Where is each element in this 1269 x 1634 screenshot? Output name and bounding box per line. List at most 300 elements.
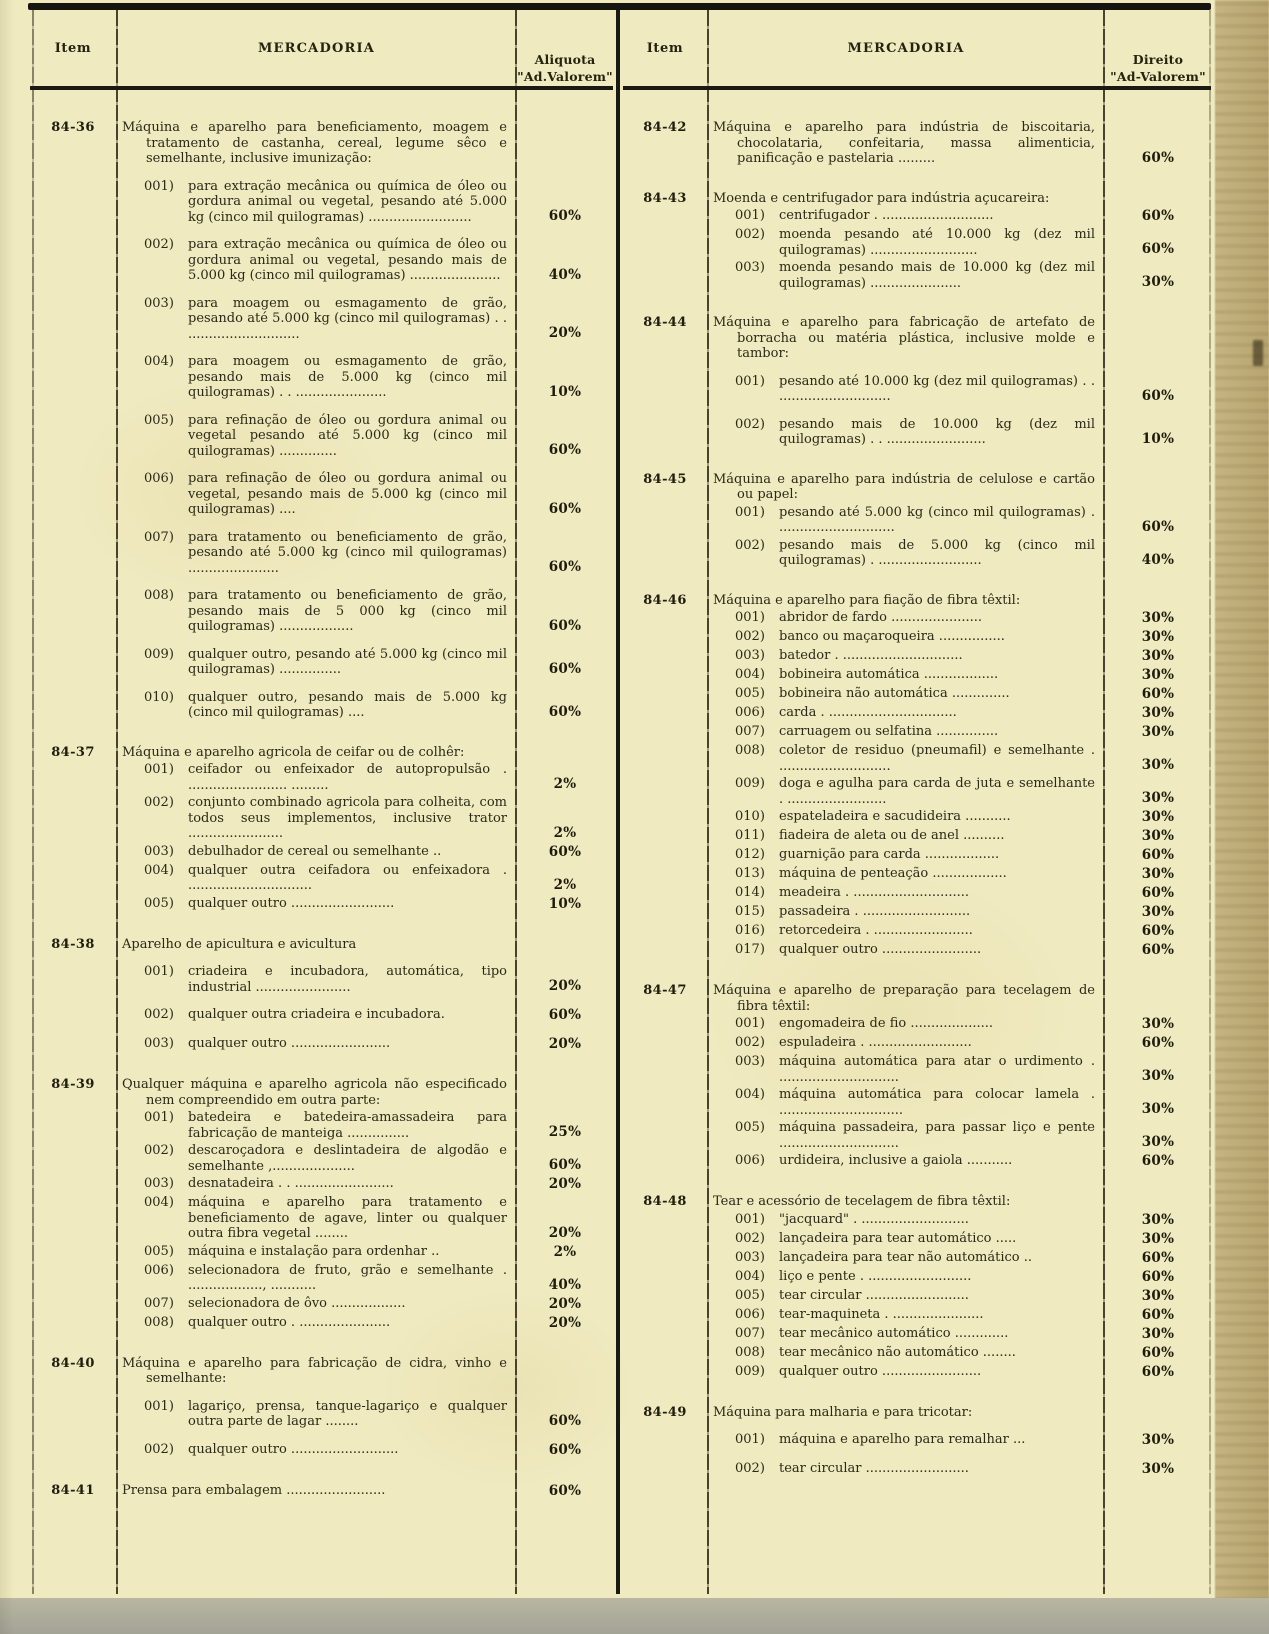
sub-item-number: 002) [735,416,765,432]
sub-item-number: 016) [735,923,765,938]
sub-item-row [30,1263,613,1294]
sub-item-row [30,863,613,894]
rate-value [1105,1013,1211,1014]
sub-item [707,1307,1105,1324]
sub-item [707,1153,1105,1170]
sub-item-description: fiadeira de aleta ou de anel .......... [779,828,1005,843]
item-code-spacer [30,530,116,577]
sub-item-description: carda . ............................... [779,705,957,720]
rate-value [517,1386,613,1387]
sub-item-description: bobineira não automática .............. [779,686,1010,701]
rate-value: 40% [1141,551,1175,568]
sub-item [707,374,1105,405]
column-header-mercadoria: MERCADORIA [847,40,965,56]
sub-item-number: 001) [735,610,765,625]
sub-item-description: retorcedeira . ........................ [779,923,973,938]
item-heading: Máquina e aparelho para indústria de celulose e cartão ou papel: [713,471,1095,502]
sub-item-number: 005) [144,895,174,911]
section-heading-row [30,1077,613,1108]
sub-item-description: guarnição para carda .................. [779,847,1000,862]
sub-item-row [623,1432,1211,1449]
item-code-spacer [30,588,116,635]
sub-item [116,1244,517,1261]
sub-item [707,705,1105,722]
item-heading: Máquina e aparelho para fiação de fibra têxtil: [713,592,1021,608]
page-edge-bottom [0,1598,1269,1634]
item-code-spacer [623,1054,707,1085]
sub-item-row [623,724,1211,741]
sub-item-number: 003) [735,260,765,275]
sub-item-number: 005) [735,1120,765,1135]
item-heading: Tear e acessório de tecelagem de fibra têxtil: [713,1194,1011,1209]
item-code-spacer [623,1326,707,1343]
sub-item [707,828,1105,845]
sub-item [116,1036,517,1053]
sub-item-row [30,1315,613,1332]
rate-value: 60% [1141,241,1175,257]
sub-item-number: 003) [144,1176,174,1191]
sub-item-description: máquina automática para colocar lamela . .............................. [779,1087,1095,1118]
sub-item-description: qualquer outra ceifadora ou enfeixadora . .............................. [188,862,507,893]
tariff-section [30,1077,613,1332]
sub-item-number: 004) [144,1195,174,1210]
sub-item-description: pesando mais de 10.000 kg (dez mil quilogramas) . . ........................ [779,416,1095,447]
sub-item-row [30,588,613,635]
sub-item-description: qualquer outro ........................ [188,1036,391,1051]
sub-item [707,538,1105,569]
page-edge-left-shadow [0,0,14,1634]
sub-item [116,690,517,721]
sub-item-row [623,1087,1211,1118]
sub-item-description: pesando mais de 5.000 kg (cinco mil quilogramas) . ......................... [779,537,1095,568]
item-heading: Qualquer máquina e aparelho agricola não especificado nem compreendido em outra parte: [122,1077,507,1108]
sub-item-number: 001) [144,1398,174,1414]
sub-item-row [623,1054,1211,1085]
item-code-spacer [623,923,707,940]
sub-item [707,667,1105,684]
rate-value: 30% [1141,866,1175,882]
section-heading-row [30,120,613,167]
rate-value: 25% [548,1124,582,1140]
item-code-spacer [30,179,116,226]
rate-value: 30% [1141,610,1175,626]
sub-item [707,942,1105,959]
item-code: 84-40 [51,1355,95,1371]
sub-item [707,1016,1105,1033]
rate-header-bottom: "Ad-Valorem" [1110,69,1206,84]
tariff-section [623,120,1211,167]
rate-value: 30% [1141,274,1175,290]
sub-item-description: engomadeira de fio .................... [779,1016,993,1031]
sub-item-number: 009) [735,1363,765,1379]
item-code-spacer [30,237,116,284]
sub-item-row [30,471,613,518]
sub-item [707,686,1105,703]
tariff-table-right [623,10,1211,1594]
sub-item [707,227,1105,258]
sub-item-row [30,844,613,861]
sub-item-description: passadeira . .......................... [779,904,971,919]
rate-value: 30% [1141,809,1175,825]
sub-item-description: tear mecânico automático ............. [779,1325,1009,1341]
sub-item-row [623,227,1211,258]
item-code-spacer [30,1195,116,1242]
item-code-spacer [30,795,116,842]
sub-item-description: espateladeira e sacudideira ........... [779,809,1011,824]
center-divider-track [613,10,623,1594]
sub-item [707,1432,1105,1449]
section-heading-row [30,1356,613,1387]
sub-item [707,1364,1105,1381]
sub-item-number: 002) [144,237,174,252]
sub-item [116,1195,517,1242]
sub-item-number: 014) [735,885,765,900]
sub-item-description: meadeira . ............................ [779,885,970,900]
sub-item-row [623,629,1211,646]
item-code-spacer [623,648,707,665]
sub-item-number: 008) [735,1344,765,1360]
item-code-spacer [623,1307,707,1324]
item-code-spacer [30,413,116,460]
sub-item-row [30,1399,613,1430]
sub-item-row [30,1110,613,1141]
sub-item-number: 004) [144,354,174,369]
rate-value: 20% [548,1036,582,1052]
rate-value: 20% [548,1314,582,1331]
sub-item [116,471,517,518]
sub-item-row [30,1442,613,1459]
sub-item-row [30,413,613,460]
item-code-spacer [623,1035,707,1052]
sub-item [116,1263,517,1294]
sub-item-number: 002) [144,1007,174,1022]
sub-item-row [623,776,1211,807]
item-code-spacer [623,866,707,883]
sub-item [707,1120,1105,1151]
item-heading: Prensa para embalagem ........................ [122,1482,386,1498]
sub-item [116,1143,517,1174]
sub-item-number: 001) [144,762,174,777]
sub-item-number: 008) [144,1314,174,1330]
section-heading-row [623,120,1211,167]
sub-item-description: para tratamento ou beneficiamento de grão, pesando até 5.000 kg (cinco mil quilogramas) ...................... [188,529,507,576]
item-code: 84-42 [643,120,687,135]
item-code-spacer [30,647,116,678]
sub-item [116,964,517,995]
sub-item-description: máquina e instalação para ordenhar .. [188,1243,440,1259]
item-code: 84-48 [643,1194,687,1209]
sub-item-number: 003) [735,648,765,663]
sub-item-description: qualquer outro .......................... [188,1441,399,1457]
sub-item-number: 005) [144,412,174,428]
rate-value: 30% [1141,1016,1175,1032]
item-code-spacer [623,1461,707,1478]
item-code-spacer [623,724,707,741]
tariff-section [623,191,1211,292]
sub-item-description: debulhador de cereal ou semelhante .. [188,843,442,859]
item-code-spacer [623,809,707,826]
sub-item-row [623,648,1211,665]
sub-item-number: 006) [735,1306,765,1322]
tariff-section [623,1405,1211,1479]
sub-item-description: para extração mecânica ou química de óleo ou gordura animal ou vegetal, pesando até 5.000 kg (cinco mil quilogramas) ......................... [188,178,507,225]
sub-item-number: 001) [735,504,765,520]
item-code-spacer [623,374,707,405]
sub-item-number: 006) [144,471,174,486]
sub-item-row [30,1143,613,1174]
sub-item-row [623,1326,1211,1343]
item-code-spacer [30,1110,116,1141]
sub-item-number: 001) [735,208,765,223]
sub-item-row [623,260,1211,291]
rate-value: 60% [548,559,582,575]
sub-item-description: para extração mecânica ou química de óleo ou gordura animal ou vegetal, pesando mais de 5.000 kg (cinco mil quilogramas) ...................... [188,237,507,283]
sub-item-number: 009) [735,776,765,791]
column-header-item: Item [54,40,92,56]
sub-item-row [623,667,1211,684]
rate-value: 40% [548,266,582,283]
column-header-item: Item [646,40,684,56]
rate-value: 10% [548,895,582,912]
sub-item-number: 009) [144,646,174,662]
item-heading: Máquina e aparelho para fabricação de cidra, vinho e semelhante: [122,1355,507,1386]
item-code-spacer [30,1176,116,1193]
item-code-spacer [623,885,707,902]
rate-value: 60% [548,1441,582,1458]
sub-item-number: 007) [735,724,765,739]
sub-item-row [623,208,1211,225]
item-code-spacer [623,1432,707,1449]
rate-value: 60% [548,617,582,634]
sub-item-number: 007) [144,1295,174,1311]
sub-item [116,844,517,861]
sub-item-row [623,1016,1211,1033]
section-heading-row [30,1483,613,1500]
sub-item [707,1250,1105,1267]
sub-item-description: máquina e aparelho para tratamento e beneficiamento de agave, linter ou qualquer outra fibra vegetal ........ [188,1195,507,1241]
rate-value: 20% [548,978,582,994]
tariff-table-left [30,10,613,1594]
sub-item [707,629,1105,646]
sub-item-row [30,530,613,577]
tariff-tables [30,10,1211,1594]
sub-item [116,795,517,842]
sub-item-row [623,809,1211,826]
sub-item [116,1296,517,1313]
sub-item-row [30,1007,613,1024]
sub-item-row [623,1307,1211,1324]
rate-header-top: Aliquota [534,52,596,67]
sub-item-row [623,885,1211,902]
item-code: 84-43 [643,190,687,206]
item-code: 84-36 [51,120,95,135]
section-heading-row [623,593,1211,609]
sub-item-row [623,1364,1211,1381]
item-code-spacer [30,1399,116,1430]
sub-item-description: "jacquard" . .......................... [779,1211,969,1227]
rate-value: 40% [548,1276,582,1293]
column-header-rate [1105,51,1211,86]
sub-item-description: para tratamento ou beneficiamento de grão, pesando mais de 5 000 kg (cinco mil quilogramas) .................. [188,588,507,634]
sub-item-number: 003) [735,1249,765,1265]
ink-smudge [1253,340,1263,366]
rate-value: 20% [548,325,582,341]
rate-value: 60% [1141,686,1175,702]
sub-item-row [30,1176,613,1193]
sub-item-row [623,1288,1211,1305]
sub-item [116,1007,517,1024]
sub-item [707,1231,1105,1248]
item-code-spacer [30,1007,116,1024]
table-header [623,10,1211,90]
item-code-spacer [30,1244,116,1261]
rate-value: 20% [548,1295,582,1312]
item-code-spacer [623,686,707,703]
item-code-spacer [623,705,707,722]
sub-item-number: 001) [144,964,174,979]
tariff-section [623,315,1211,448]
sub-item-row [623,610,1211,627]
rate-value: 60% [1141,1268,1175,1285]
sub-item-row [623,1250,1211,1267]
sub-item-row [30,795,613,842]
rate-value: 60% [1141,885,1175,901]
tariff-section [623,593,1211,960]
sub-item-number: 001) [735,373,765,389]
sub-item-number: 013) [735,866,765,881]
item-code-spacer [623,1250,707,1267]
sub-item-description: carruagem ou selfatina ............... [779,724,999,739]
sub-item-row [30,1244,613,1261]
sub-item-number: 001) [735,1432,765,1447]
sub-item-number: 002) [735,629,765,644]
rate-value: 30% [1141,1325,1175,1342]
tariff-section [30,120,613,721]
sub-item-row [623,847,1211,864]
sub-item [116,1176,517,1193]
item-code-spacer [623,743,707,774]
sub-item-row [30,296,613,343]
rate-header-bottom: "Ad.Valorem" [517,69,613,84]
sub-item-description: para refinação de óleo ou gordura animal ou vegetal pesando até 5.000 kg (cinco mil quilogramas) .............. [188,412,507,459]
sub-item [707,847,1105,864]
sub-item-description: para moagem ou esmagamento de grão, pesando mais de 5.000 kg (cinco mil quilogramas) . . ...................... [188,354,507,400]
tariff-section [30,745,613,913]
rate-value: 20% [548,1176,582,1192]
sub-item-number: 002) [735,227,765,242]
item-code-spacer [623,1016,707,1033]
section-heading-row [30,745,613,761]
sub-item-description: batedeira e batedeira-amassadeira para fabricação de manteiga ............... [188,1110,507,1141]
sub-item [707,1461,1105,1478]
rate-header-top: Direito [1132,52,1184,67]
sub-item-row [30,647,613,678]
sub-item-description: qualquer outro, pesando até 5.000 kg (cinco mil quilogramas) ............... [188,646,507,677]
sub-item-description: lançadeira para tear automático ..... [779,1230,1017,1246]
item-heading: Máquina e aparelho para indústria de biscoitaria, chocolataria, confeitaria, massa alimenticia, panificação e pastelaria ......... [713,120,1095,166]
tariff-section [623,1194,1211,1381]
section-heading-row [623,191,1211,207]
rate-value: 60% [548,442,582,458]
tariff-section [623,472,1211,569]
rate-value: 30% [1141,705,1175,721]
sub-item [707,260,1105,291]
sub-item-row [30,762,613,793]
item-code-spacer [30,354,116,401]
item-code: 84-49 [643,1404,687,1420]
sub-item [707,1326,1105,1343]
sub-item [116,296,517,343]
item-code-spacer [30,1296,116,1313]
sub-item-number: 006) [735,705,765,720]
rate-value [1105,205,1211,206]
item-code-spacer [30,296,116,343]
sub-item-description: urdideira, inclusive a gaiola ........... [779,1153,1013,1168]
item-heading: Máquina para malharia e para tricotar: [713,1404,973,1420]
sub-item-row [30,354,613,401]
sub-item-description: moenda pesando mais de 10.000 kg (dez mil quilogramas) ...................... [779,260,1095,291]
sub-item-number: 004) [735,667,765,682]
sub-item-description: centrifugador . ........................... [779,208,994,223]
sub-item-description: para refinação de óleo ou gordura animal ou vegetal, pesando mais de 5.000 kg (cinco mil quilogramas) .... [188,471,507,517]
item-heading: Moenda e centrifugador para indústria açucareira: [713,190,1050,206]
sub-item-row [623,743,1211,774]
sub-item-number: 005) [735,1287,765,1303]
item-code: 84-41 [51,1482,95,1498]
section-heading-row [623,983,1211,1014]
item-code-spacer [623,260,707,291]
sub-item-description: conjunto combinado agricola para colheita, com todos seus implementos, inclusive trator ....................... [188,795,507,841]
sub-item-row [30,964,613,995]
rate-value: 60% [548,1007,582,1023]
sub-item-description: pesando até 10.000 kg (dez mil quilogramas) . . ........................... [779,373,1095,404]
sub-item [116,1315,517,1332]
item-heading: Máquina e aparelho de preparação para tecelagem de fibra têxtil: [713,983,1095,1014]
rate-value: 2% [553,1243,577,1260]
sub-item [707,809,1105,826]
rate-value: 60% [1141,518,1175,535]
rate-value: 60% [548,843,582,860]
rate-value: 30% [1141,629,1175,645]
rate-value [517,1107,613,1108]
sub-item-row [623,942,1211,959]
table-top-border [28,3,1211,10]
sub-item-description: tear-maquineta . ...................... [779,1306,984,1322]
item-code: 84-45 [643,471,687,487]
sub-item-row [623,1269,1211,1286]
item-code-spacer [623,828,707,845]
sub-item-number: 001) [735,1016,765,1031]
item-code-spacer [30,471,116,518]
sub-item [116,1110,517,1141]
sub-item-row [623,686,1211,703]
rate-value: 30% [1141,1134,1175,1150]
sub-item-description: qualquer outro ........................ [779,942,982,957]
sub-item [116,1442,517,1459]
sub-item-number: 001) [144,1110,174,1125]
rate-value: 10% [1141,430,1175,447]
sub-item-description: máquina de penteação .................. [779,866,1007,881]
sub-item-row [30,690,613,721]
rate-value: 60% [1141,149,1175,166]
item-code-spacer [30,1263,116,1294]
rate-value: 2% [553,776,577,792]
sub-item-number: 001) [735,1211,765,1227]
sub-item-description: banco ou maçaroqueira ................ [779,629,1005,644]
sub-item-number: 017) [735,942,765,957]
sub-item-number: 005) [735,686,765,701]
sub-item-number: 011) [735,828,765,843]
